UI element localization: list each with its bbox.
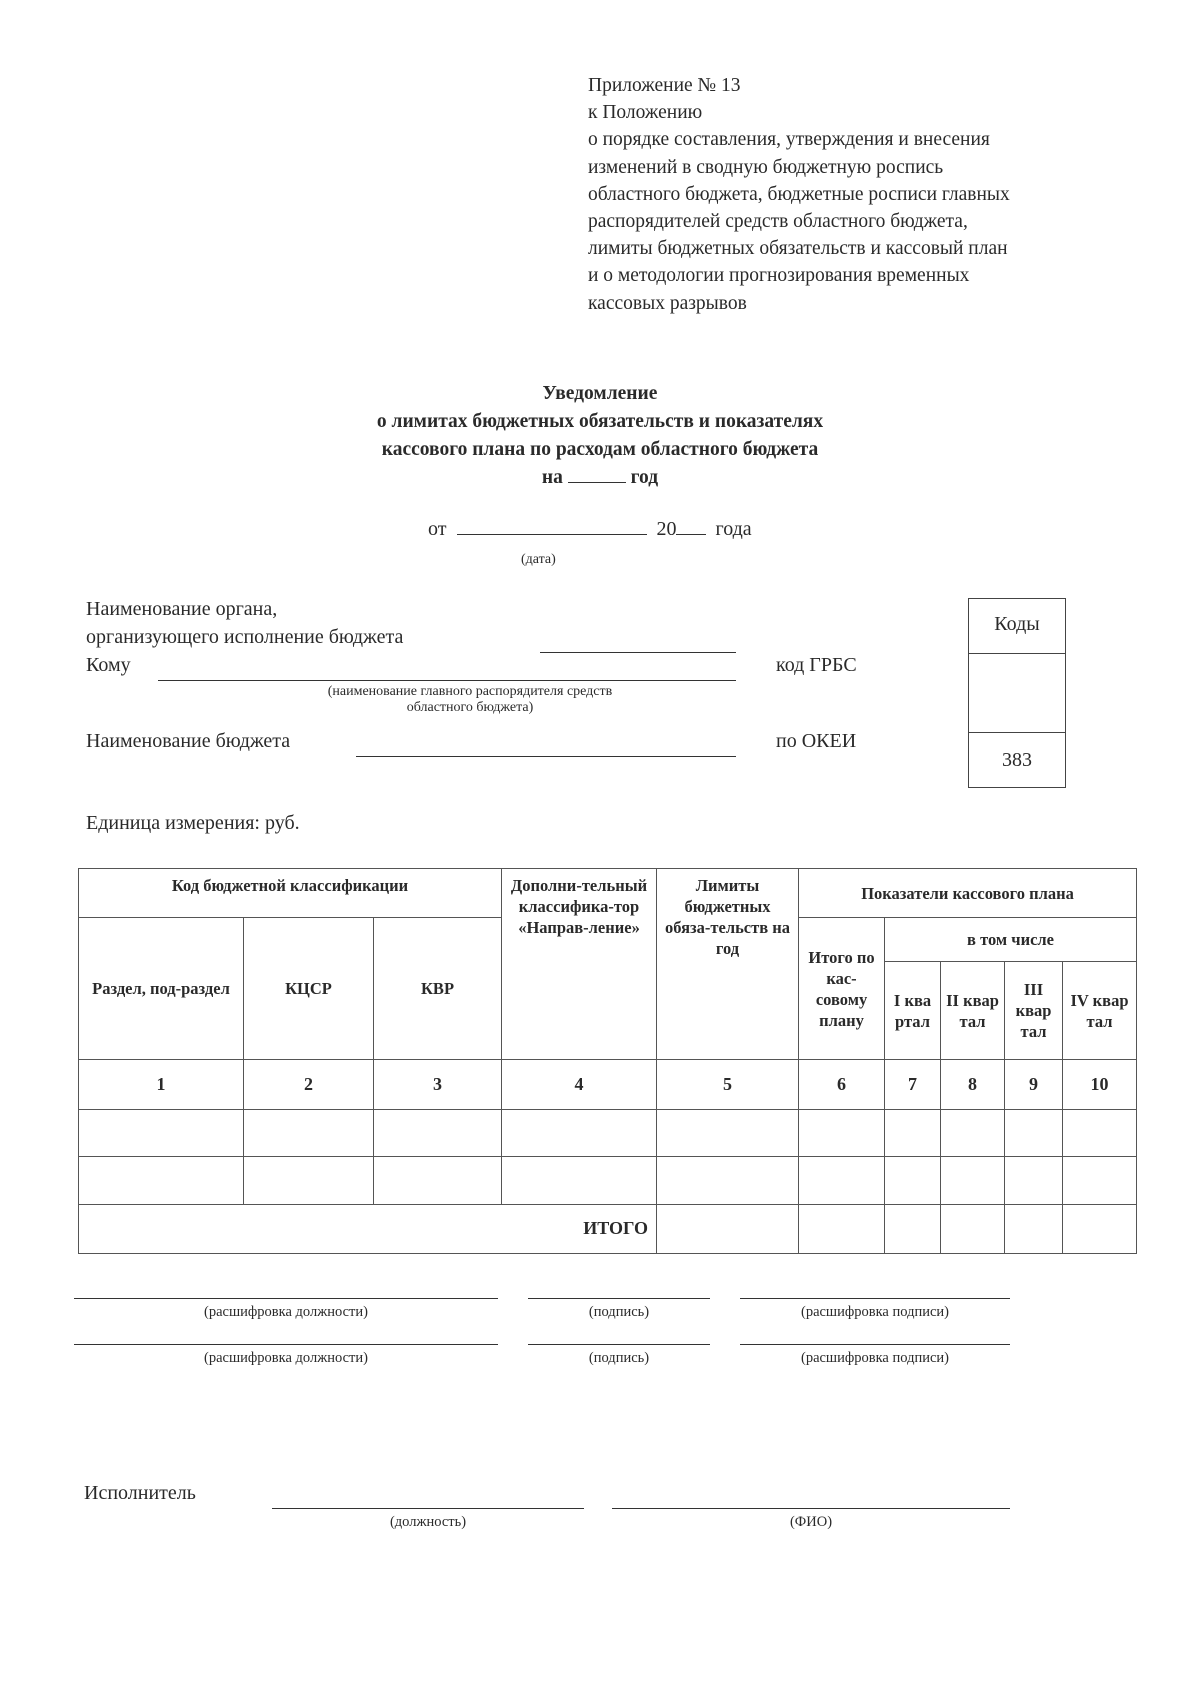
codes-okei-value: 383 bbox=[1002, 749, 1032, 771]
column-number: 10 bbox=[1063, 1060, 1137, 1109]
table-cell[interactable] bbox=[79, 1109, 244, 1156]
table-row bbox=[79, 1109, 1137, 1156]
title-line-2: о лимитах бюджетных обязательств и показателях bbox=[376, 411, 824, 432]
table-cell[interactable] bbox=[1063, 1109, 1137, 1156]
column-number: 9 bbox=[1005, 1060, 1063, 1109]
header-dop-classifier: Дополни-тельный классифика-тор «Направ-ление» bbox=[502, 869, 657, 1060]
appendix-line: изменений в сводную бюджетную роспись bbox=[588, 156, 944, 178]
organ-input-line[interactable] bbox=[540, 652, 736, 653]
budget-name-label: Наименование бюджета bbox=[86, 730, 291, 752]
column-number: 4 bbox=[502, 1060, 657, 1109]
table-cell[interactable] bbox=[502, 1157, 657, 1204]
total-row bbox=[79, 1204, 1137, 1253]
header-q2: II квар тал bbox=[941, 961, 1005, 1060]
date-goda: года bbox=[715, 518, 752, 540]
total-cell[interactable] bbox=[799, 1204, 885, 1253]
position-caption: (расшифровка должности) bbox=[204, 1304, 368, 1320]
appendix-line: областного бюджета, бюджетные росписи главных bbox=[588, 183, 1010, 205]
table-cell[interactable] bbox=[799, 1157, 885, 1204]
appendix-line: кассовых разрывов bbox=[588, 292, 747, 314]
kod-grbs-label: код ГРБС bbox=[776, 654, 857, 676]
codes-header: Коды bbox=[994, 613, 1040, 635]
header-vtom-chisle: в том числе bbox=[885, 918, 1137, 961]
date-line bbox=[428, 518, 752, 541]
table-cell[interactable] bbox=[941, 1157, 1005, 1204]
executor-label: Исполнитель bbox=[84, 1482, 196, 1504]
total-cell[interactable] bbox=[941, 1204, 1005, 1253]
budget-table bbox=[78, 868, 1137, 1254]
position-caption: (расшифровка должности) bbox=[204, 1350, 368, 1366]
appendix-line: Приложение № 13 bbox=[588, 75, 741, 96]
header-q4: IV квар тал bbox=[1063, 961, 1137, 1060]
appendix-line: и о методологии прогнозирования временных bbox=[588, 265, 970, 287]
appendix-block bbox=[588, 72, 1148, 317]
total-label: ИТОГО bbox=[79, 1204, 657, 1253]
budget-name-input-line[interactable] bbox=[356, 756, 736, 757]
header-razdel: Раздел, под-раздел bbox=[79, 918, 244, 1060]
table-cell[interactable] bbox=[244, 1157, 374, 1204]
table-cell[interactable] bbox=[657, 1157, 799, 1204]
header-kbk: Код бюджетной классификации bbox=[79, 869, 502, 918]
signature-line[interactable] bbox=[528, 1298, 710, 1299]
header-q3: III квар тал bbox=[1005, 961, 1063, 1060]
table-cell[interactable] bbox=[1063, 1157, 1137, 1204]
unit-label: Единица измерения: руб. bbox=[86, 812, 300, 834]
table-cell[interactable] bbox=[374, 1109, 502, 1156]
table-cell[interactable] bbox=[799, 1109, 885, 1156]
appendix-line: распорядителей средств областного бюджета, bbox=[588, 211, 968, 233]
po-okei-label: по ОКЕИ bbox=[776, 730, 857, 752]
table-cell[interactable] bbox=[244, 1109, 374, 1156]
executor-fio-line[interactable] bbox=[612, 1508, 1010, 1509]
table-row bbox=[79, 1157, 1137, 1204]
header-itogo-kass: Итого по кас-совому плану bbox=[799, 918, 885, 1060]
appendix-line: к Положению bbox=[588, 102, 703, 124]
codes-box bbox=[968, 598, 1066, 788]
year-blank[interactable] bbox=[568, 482, 626, 483]
table-cell[interactable] bbox=[502, 1109, 657, 1156]
table-cell[interactable] bbox=[657, 1109, 799, 1156]
table-cell[interactable] bbox=[941, 1109, 1005, 1156]
signature-line[interactable] bbox=[740, 1298, 1010, 1299]
column-number: 8 bbox=[941, 1060, 1005, 1109]
total-cell[interactable] bbox=[657, 1204, 799, 1253]
title-line-4 bbox=[300, 464, 900, 492]
title-line-3: кассового плана по расходам областного бюджета bbox=[381, 439, 819, 460]
header-q1: I ква ртал bbox=[885, 961, 941, 1060]
table-cell[interactable] bbox=[1005, 1109, 1063, 1156]
title-god: год bbox=[630, 467, 659, 488]
table-cell[interactable] bbox=[885, 1157, 941, 1204]
header-limits: Лимиты бюджетных обяза-тельств на год bbox=[657, 869, 799, 1060]
total-cell[interactable] bbox=[885, 1204, 941, 1253]
column-number: 7 bbox=[885, 1060, 941, 1109]
table-cell[interactable] bbox=[885, 1109, 941, 1156]
komu-input-line[interactable] bbox=[158, 680, 736, 681]
year-suffix-blank[interactable] bbox=[676, 534, 706, 535]
table-cell[interactable] bbox=[1005, 1157, 1063, 1204]
column-number: 6 bbox=[799, 1060, 885, 1109]
decoding-caption: (расшифровка подписи) bbox=[800, 1304, 950, 1320]
appendix-line: лимиты бюджетных обязательств и кассовый план bbox=[588, 238, 1008, 260]
signature-line[interactable] bbox=[528, 1344, 710, 1345]
table-cell[interactable] bbox=[79, 1157, 244, 1204]
date-ot: от bbox=[428, 518, 447, 540]
header-kcsr: КЦСР bbox=[244, 918, 374, 1060]
grbs-caption-line2: областного бюджета) bbox=[406, 700, 534, 715]
executor-position-line[interactable] bbox=[272, 1508, 584, 1509]
total-cell[interactable] bbox=[1063, 1204, 1137, 1253]
signature-line[interactable] bbox=[740, 1344, 1010, 1345]
signature-caption: (подпись) bbox=[588, 1350, 650, 1366]
table-cell[interactable] bbox=[374, 1157, 502, 1204]
decoding-caption: (расшифровка подписи) bbox=[800, 1350, 950, 1366]
signature-line[interactable] bbox=[74, 1298, 498, 1299]
title-line-1: Уведомление bbox=[542, 383, 658, 404]
column-number: 3 bbox=[374, 1060, 502, 1109]
column-number: 1 bbox=[79, 1060, 244, 1109]
column-number: 5 bbox=[657, 1060, 799, 1109]
executor-position-caption: (должность) bbox=[389, 1514, 467, 1530]
appendix-line: о порядке составления, утверждения и внесения bbox=[588, 129, 990, 151]
signature-caption: (подпись) bbox=[588, 1304, 650, 1320]
column-number: 2 bbox=[244, 1060, 374, 1109]
document-title bbox=[300, 380, 900, 492]
grbs-caption-line1: (наименование главного распорядителя средств bbox=[327, 684, 613, 699]
grbs-caption bbox=[240, 684, 700, 716]
codes-grbs-cell[interactable] bbox=[969, 653, 1065, 733]
executor-fio-caption: (ФИО) bbox=[789, 1514, 833, 1530]
header-kvr: КВР bbox=[374, 918, 502, 1060]
title-na: на bbox=[541, 467, 563, 488]
signature-line[interactable] bbox=[74, 1344, 498, 1345]
date-year-prefix: 20 bbox=[656, 518, 677, 540]
header-kassplan: Показатели кассового плана bbox=[799, 869, 1137, 918]
organ-label-line2: организующего исполнение бюджета bbox=[86, 626, 404, 648]
total-cell[interactable] bbox=[1005, 1204, 1063, 1253]
date-blank[interactable] bbox=[457, 534, 647, 535]
komu-label: Кому bbox=[86, 654, 131, 676]
date-caption: (дата) bbox=[521, 552, 556, 567]
organ-label-line1: Наименование органа, bbox=[86, 598, 278, 620]
